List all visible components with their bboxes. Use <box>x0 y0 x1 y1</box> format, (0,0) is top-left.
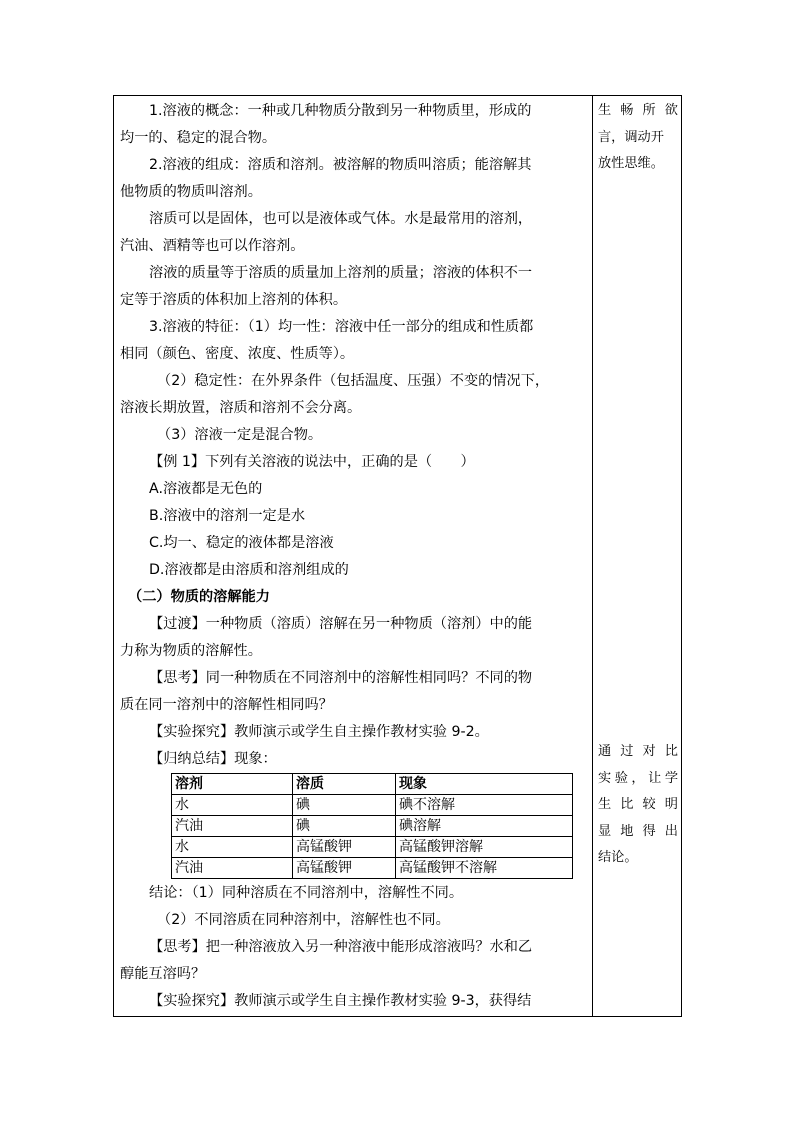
header-phenomenon: 现象 <box>396 774 573 795</box>
main-content <box>120 98 590 773</box>
side-char: 畅 <box>620 103 634 118</box>
side-char: 生 <box>598 103 612 118</box>
side-note-2 <box>598 739 678 872</box>
side-char: 过 <box>620 744 634 759</box>
cell-solvent: 汽油 <box>172 858 293 879</box>
table-header-row <box>172 774 573 795</box>
side-char: 较 <box>642 797 656 812</box>
example-option-a: A.溶液都是无色的 <box>149 481 263 497</box>
para-mixture: （3）溶液一定是混合物。 <box>157 427 323 443</box>
para-composition-1: 2.溶液的组成：溶质和溶剂。被溶解的物质叫溶质；能溶解其 <box>149 157 532 173</box>
example-option-d: D.溶液都是由溶质和溶剂组成的 <box>149 562 349 578</box>
para-features-1: 3.溶液的特征：（1）均一性：溶液中任一部分的组成和性质都 <box>149 319 534 335</box>
side-note-2-line-4 <box>598 819 678 846</box>
side-char: 地 <box>620 823 634 839</box>
cell-solute: 高锰酸钾 <box>293 858 396 879</box>
cell-solvent: 水 <box>172 837 293 858</box>
side-char: 让 <box>648 770 662 786</box>
section-heading: （二）物质的溶解能力 <box>128 589 270 605</box>
para-solute-1: 溶质可以是固体，也可以是液体或气体。水是最常用的溶剂， <box>149 211 533 227</box>
para-composition-2: 他物质的物质叫溶剂。 <box>120 184 262 200</box>
cell-solvent: 水 <box>172 795 293 816</box>
conclusion-2: （2）不同溶质在同种溶剂中，溶解性也不同。 <box>157 912 450 928</box>
side-char: 验 <box>614 770 628 786</box>
table-row <box>172 858 573 879</box>
conclusion-1: 结论：（1）同种溶质在不同溶剂中，溶解性不同。 <box>149 885 464 901</box>
side-char: 所 <box>642 103 656 118</box>
solubility-table <box>171 773 573 879</box>
example-1-question: 【例 1】下列有关溶液的说法中，正确的是（ ） <box>149 454 475 470</box>
side-note-1 <box>598 98 678 178</box>
transition-1: 【过渡】一种物质（溶质）溶解在另一种物质（溶剂）中的能 <box>149 616 533 632</box>
side-char: 显 <box>598 823 612 839</box>
header-solvent: 溶剂 <box>172 774 293 795</box>
side-char: 学 <box>664 770 678 786</box>
cell-phenomenon: 碘溶解 <box>396 816 573 837</box>
side-char: 比 <box>620 797 634 812</box>
think-3-2: 醇能互溶吗？ <box>120 966 206 982</box>
example-option-c: C.均一、稳定的液体都是溶液 <box>149 535 334 551</box>
side-note-2-line-2 <box>598 766 678 793</box>
side-char: 欲 <box>664 103 678 118</box>
side-char: 通 <box>598 744 612 759</box>
para-stability-2: 溶液长期放置，溶质和溶剂不会分离。 <box>120 400 362 416</box>
side-char: 出 <box>664 823 678 839</box>
experiment-9-2: 【实验探究】教师演示或学生自主操作教材实验 9-2。 <box>149 724 489 740</box>
think-3-1: 【思考】把一种溶液放入另一种溶液中能形成溶液吗？水和乙 <box>149 939 533 955</box>
para-solute-2: 汽油、酒精等也可以作溶剂。 <box>120 238 305 254</box>
side-char: 实 <box>598 770 612 786</box>
table-row <box>172 837 573 858</box>
column-divider <box>592 95 593 1017</box>
think-2: 质在同一溶剂中的溶解性相同吗？ <box>120 697 333 713</box>
cell-solute: 高锰酸钾 <box>293 837 396 858</box>
side-note-1-line-2: 言，调动开 <box>598 129 664 145</box>
transition-2: 力称为物质的溶解性。 <box>120 643 262 659</box>
side-note-2-line-1 <box>598 739 678 766</box>
cell-solute: 碘 <box>293 795 396 816</box>
side-char: ， <box>631 770 645 786</box>
cell-phenomenon: 高锰酸钾溶解 <box>396 837 573 858</box>
cell-solvent: 汽油 <box>172 816 293 837</box>
header-solute: 溶质 <box>293 774 396 795</box>
cell-phenomenon: 高锰酸钾不溶解 <box>396 858 573 879</box>
para-mass-2: 定等于溶质的体积加上溶剂的体积。 <box>120 292 348 308</box>
side-char: 明 <box>664 797 678 812</box>
think-1: 【思考】同一种物质在不同溶剂中的溶解性相同吗？不同的物 <box>149 670 533 686</box>
side-note-2-line-3 <box>598 792 678 819</box>
para-mass-1: 溶液的质量等于溶质的质量加上溶剂的质量；溶液的体积不一 <box>149 265 533 281</box>
side-char: 比 <box>664 744 678 759</box>
cell-phenomenon: 碘不溶解 <box>396 795 573 816</box>
experiment-9-3: 【实验探究】教师演示或学生自主操作教材实验 9-3，获得结 <box>149 993 532 1009</box>
table-row <box>172 816 573 837</box>
main-content-lower <box>120 880 590 1015</box>
summary-heading: 【归纳总结】现象： <box>149 751 277 767</box>
side-note-1-line-3: 放性思维。 <box>598 156 664 171</box>
side-char: 对 <box>642 744 656 759</box>
para-features-2: 相同（颜色、密度、浓度、性质等）。 <box>120 346 355 362</box>
cell-solute: 碘 <box>293 816 396 837</box>
side-char: 生 <box>598 797 612 812</box>
para-stability-1: （2）稳定性：在外界条件（包括温度、压强）不变的情况下， <box>157 373 550 389</box>
para-concept-2: 均一的、稳定的混合物。 <box>120 130 277 146</box>
example-option-b: B.溶液中的溶剂一定是水 <box>149 508 306 524</box>
side-note-2-line-5: 结论。 <box>598 850 638 865</box>
side-note-1-line-1 <box>598 98 678 125</box>
para-concept-1: 1.溶液的概念：一种或几种物质分散到另一种物质里，形成的 <box>149 103 532 119</box>
table-row <box>172 795 573 816</box>
side-char: 得 <box>642 823 656 839</box>
